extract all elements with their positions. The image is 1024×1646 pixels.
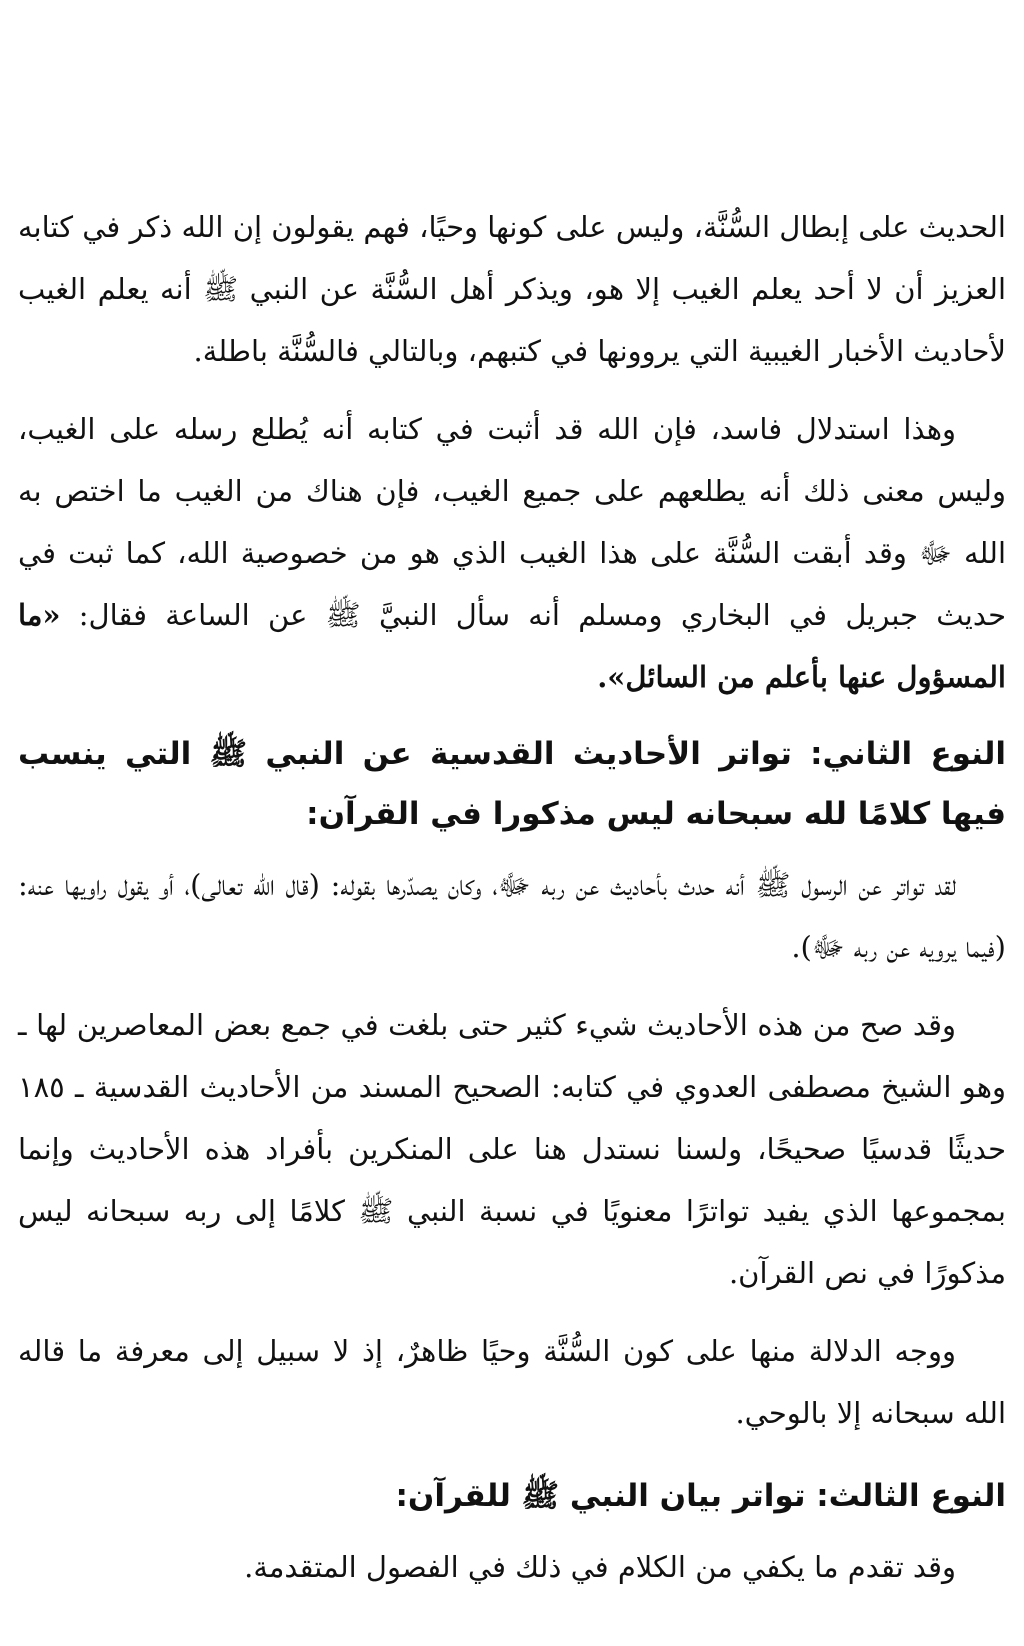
section-heading-3: النوع الثالث: تواتر بيان النبي ﷺ للقرآن: (395, 1478, 1006, 1514)
paragraph-2-text: وهذا استدلال فاسد، فإن الله قد أثبت في كتابه أنه يُطلع رسله على الغيب، وليس معنى ذلك أنه يطلعهم على جميع الغيب، فإن هناك من الغيب ما اختص به الله ﷻ وقد أبقت السُّنَّة على هذا الغيب الذي هو من خصوصية الله، كما ثبت في حديث جبريل في البخاري ومسلم أنه سأل النبيَّ ﷺ عن الساعة فقال: (18, 412, 1007, 632)
paragraph-2 (18, 398, 1006, 708)
paragraph-4: وقد صح من هذه الأحاديث شيء كثير حتى بلغت في جمع بعض المعاصرين لها ـ وهو الشيخ مصطفى العدوي في كتابه: الصحيح المسند من الأحاديث القدسية ـ ١٨٥ حديثًا قدسيًا صحيحًا، ولسنا نستدل هنا على المنكرين بأفراد هذه الأحاديث وإنما بمجموعها الذي يفيد تواترًا معنويًا في نسبة النبي ﷺ كلامًا إلى ربه سبحانه ليس مذكورًا في نص القرآن. (18, 1008, 1006, 1290)
paragraph-5: ووجه الدلالة منها على كون السُّنَّة وحيًا ظاهرٌ، إذ لا سبيل إلى معرفة ما قاله الله سبحانه إلا بالوحي. (18, 1334, 1006, 1430)
document-page (18, 196, 1006, 1646)
paragraph-1: الحديث على إبطال السُّنَّة، وليس على كونها وحيًا، فهم يقولون إن الله ذكر في كتابه العزيز أن لا أحد يعلم الغيب إلا هو، ويذكر أهل السُّنَّة عن النبي ﷺ أنه يعلم الغيب لأحاديث الأخبار الغيبية التي يروونها في كتبهم، وبالتالي فالسُّنَّة باطلة. (18, 210, 1006, 368)
paragraph-3: لقد تواتر عن الرسول ﷺ أنه حدث بأحاديث عن ربه ﷻ، وكان يصدّرها بقوله: (قال الله تعالى)، أو يقول راويها عنه: (فيما يرويه عن ربه ﷻ). (18, 868, 1006, 964)
hadith-quote: «ما المسؤول عنها بأعلم من السائل». (18, 598, 1006, 694)
paragraph-6: وقد تقدم ما يكفي من الكلام في ذلك في الفصول المتقدمة. (244, 1550, 956, 1584)
section-heading-2: النوع الثاني: تواتر الأحاديث القدسية عن النبي ﷺ التي ينسب فيها كلامًا لله سبحانه ليس مذكورا في القرآن: (18, 736, 1006, 832)
